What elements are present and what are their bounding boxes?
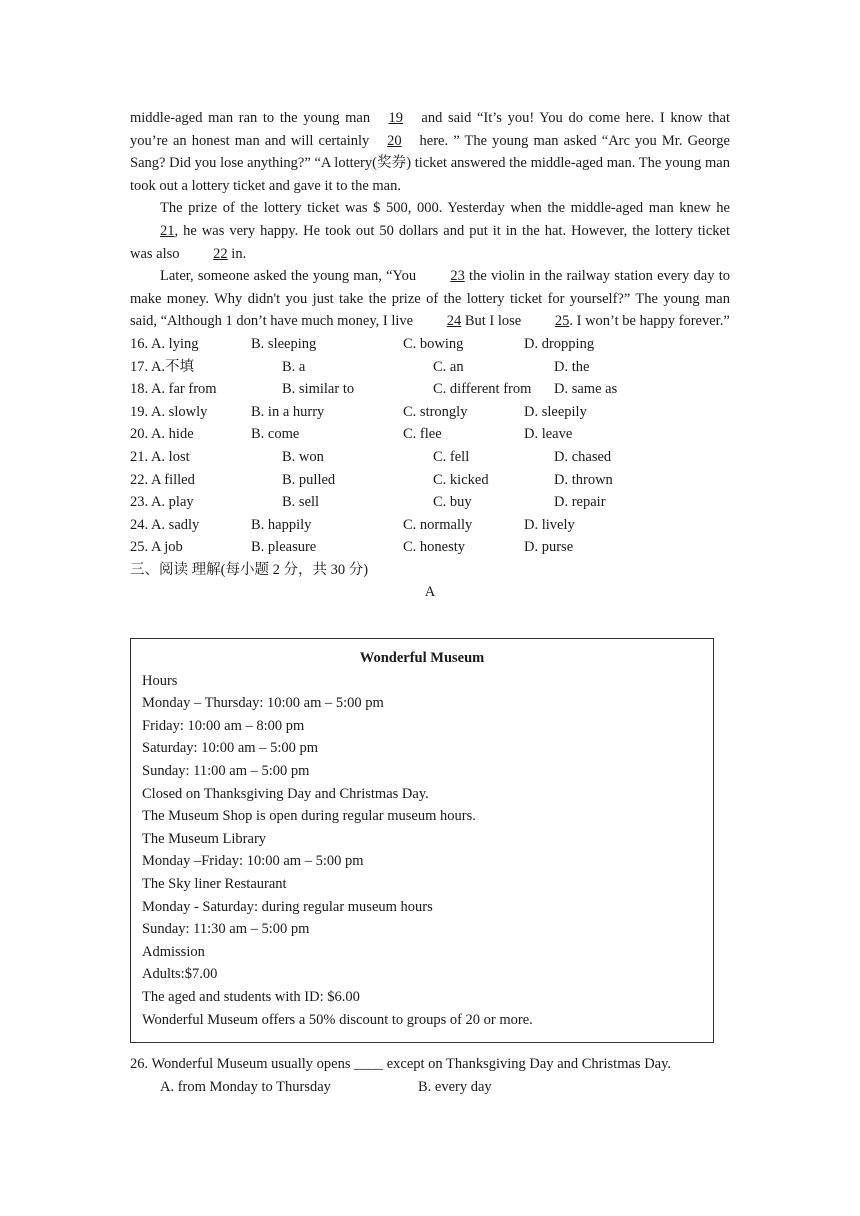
- paragraph-2: [130, 197, 730, 265]
- option-b: B. come: [251, 426, 300, 443]
- option-d: D. chased: [554, 448, 612, 465]
- text: in.: [227, 245, 247, 262]
- option-d: D. repair: [554, 494, 606, 511]
- option-b: B. pulled: [282, 471, 336, 488]
- option-a: 19. A. slowly: [130, 403, 208, 420]
- notice-line: The Museum Shop is open during regular museum hours.: [142, 808, 476, 825]
- notice-line: Monday –Friday: 10:00 am – 5:00 pm: [142, 853, 364, 870]
- blank-23: 23: [450, 268, 465, 285]
- blank-19: 19: [388, 110, 403, 126]
- option-c: C. strongly: [403, 403, 468, 420]
- option-d: D. the: [554, 358, 590, 375]
- option-d: D. same as: [554, 381, 618, 398]
- paragraph-1: [130, 107, 730, 197]
- option-b: B. pleasure: [251, 539, 317, 556]
- option-c: C. flee: [403, 426, 442, 443]
- notice-line: Friday: 10:00 am – 8:00 pm: [142, 717, 305, 734]
- option-a: 20. A. hide: [130, 426, 194, 443]
- section-heading: 三、阅读 理解(每小题 2 分，共 30 分): [130, 561, 369, 578]
- option-b: B. every day: [418, 1078, 492, 1095]
- option-a: 24. A. sadly: [130, 516, 200, 533]
- text: middle-aged man ran to the young man: [130, 110, 376, 126]
- option-b: B. happily: [251, 516, 312, 533]
- question-options: [130, 1076, 730, 1099]
- text: Later, someone asked the young man, “You: [160, 268, 421, 285]
- option-row-22: [130, 469, 730, 492]
- notice-line: Admission: [142, 943, 205, 960]
- text: here. ” The young man asked “Arc you Mr. George Sang? Did you lose anything?” “A lottery(奖券) ticket answered the middle-aged man. The young man took out a lottery ticket and gave it to the man.: [130, 132, 730, 194]
- option-row-17: [130, 356, 730, 379]
- option-a: 16. A. lying: [130, 335, 199, 352]
- notice-line: Sunday: 11:00 am – 5:00 pm: [142, 762, 310, 779]
- option-c: C. bowing: [403, 335, 464, 352]
- option-a: 25. A job: [130, 539, 183, 556]
- option-c: C. buy: [433, 494, 472, 511]
- notice-line: The Sky liner Restaurant: [142, 875, 287, 892]
- option-c: C. an: [433, 358, 464, 375]
- passage-letter: A: [424, 584, 436, 601]
- blank-24: 24: [446, 313, 462, 330]
- option-d: D. sleepily: [524, 403, 587, 420]
- notice-line: Adults:$7.00: [142, 966, 218, 983]
- option-a: 21. A. lost: [130, 448, 190, 465]
- option-d: D. leave: [524, 426, 573, 443]
- museum-notice: [130, 638, 714, 1043]
- notice-line: The aged and students with ID: $6.00: [142, 988, 360, 1005]
- option-row-16: [130, 333, 730, 356]
- option-d: D. dropping: [524, 335, 595, 352]
- notice-line: Wonderful Museum offers a 50% discount to groups of 20 or more.: [142, 1011, 533, 1028]
- blank-21: 21: [160, 222, 175, 239]
- notice-line: Hours: [142, 672, 178, 689]
- option-c: C. honesty: [403, 539, 466, 556]
- option-a: A. from Monday to Thursday: [160, 1078, 331, 1095]
- option-a: 18. A. far from: [130, 381, 217, 398]
- notice-line: Closed on Thanksgiving Day and Christmas Day.: [142, 785, 429, 802]
- option-row-19: [130, 401, 730, 424]
- option-c: C. normally: [403, 516, 473, 533]
- option-row-23: [130, 491, 730, 514]
- text: . I won’t be happy forever.”: [569, 313, 730, 330]
- option-row-18: [130, 378, 730, 401]
- question-stem: 26. Wonderful Museum usually opens ____ except on Thanksgiving Day and Christmas Day.: [130, 1056, 672, 1072]
- notice-line: Monday – Thursday: 10:00 am – 5:00 pm: [142, 695, 384, 712]
- option-row-24: [130, 514, 730, 537]
- paragraph-3: [130, 265, 730, 333]
- option-b: B. sleeping: [251, 335, 317, 352]
- blank-20: 20: [387, 132, 402, 149]
- text: the violin in the railway station every day to make money. Why didn't you just take the prize of the lottery ticket for yourself?” The young man said, “Although 1 don’t have much money, I live: [130, 268, 730, 330]
- option-b: B. a: [282, 358, 306, 375]
- option-a: 22. A filled: [130, 471, 195, 488]
- notice-line: Monday - Saturday: during regular museum hours: [142, 898, 433, 915]
- option-row-20: [130, 423, 730, 446]
- cloze-passage: [130, 107, 730, 604]
- text: But I lose: [461, 313, 525, 330]
- option-c: C. fell: [433, 448, 470, 465]
- text: , he was very happy. He took out 50 dollars and put it in the hat. However, the lottery ticket was also: [130, 222, 730, 262]
- blank-22: 22: [213, 245, 228, 262]
- option-a: 17. A.不填: [130, 358, 195, 375]
- option-row-25: [130, 536, 730, 559]
- notice-line: Saturday: 10:00 am – 5:00 pm: [142, 740, 318, 757]
- option-b: B. in a hurry: [251, 403, 325, 420]
- notice-line: Sunday: 11:30 am – 5:00 pm: [142, 921, 310, 938]
- option-c: C. kicked: [433, 471, 489, 488]
- blank-25: 25: [554, 313, 570, 330]
- notice-line: The Museum Library: [142, 830, 267, 847]
- notice-title: Wonderful Museum: [359, 650, 485, 666]
- option-b: B. won: [282, 448, 324, 465]
- options-list: [130, 333, 730, 559]
- option-d: D. lively: [524, 516, 575, 533]
- option-d: D. purse: [524, 539, 574, 556]
- option-c: C. different from: [433, 381, 532, 398]
- option-a: 23. A. play: [130, 494, 194, 511]
- option-b: B. similar to: [282, 381, 355, 398]
- option-b: B. sell: [282, 494, 320, 511]
- option-row-21: [130, 446, 730, 469]
- option-d: D. thrown: [554, 471, 613, 488]
- text: The prize of the lottery ticket was $ 500, 000. Yesterday when the middle-aged man knew he: [160, 200, 730, 217]
- question-26: [130, 1053, 730, 1098]
- text: and said “It’s you! You do come here. I know that you’re an honest man and will certainly: [130, 110, 730, 149]
